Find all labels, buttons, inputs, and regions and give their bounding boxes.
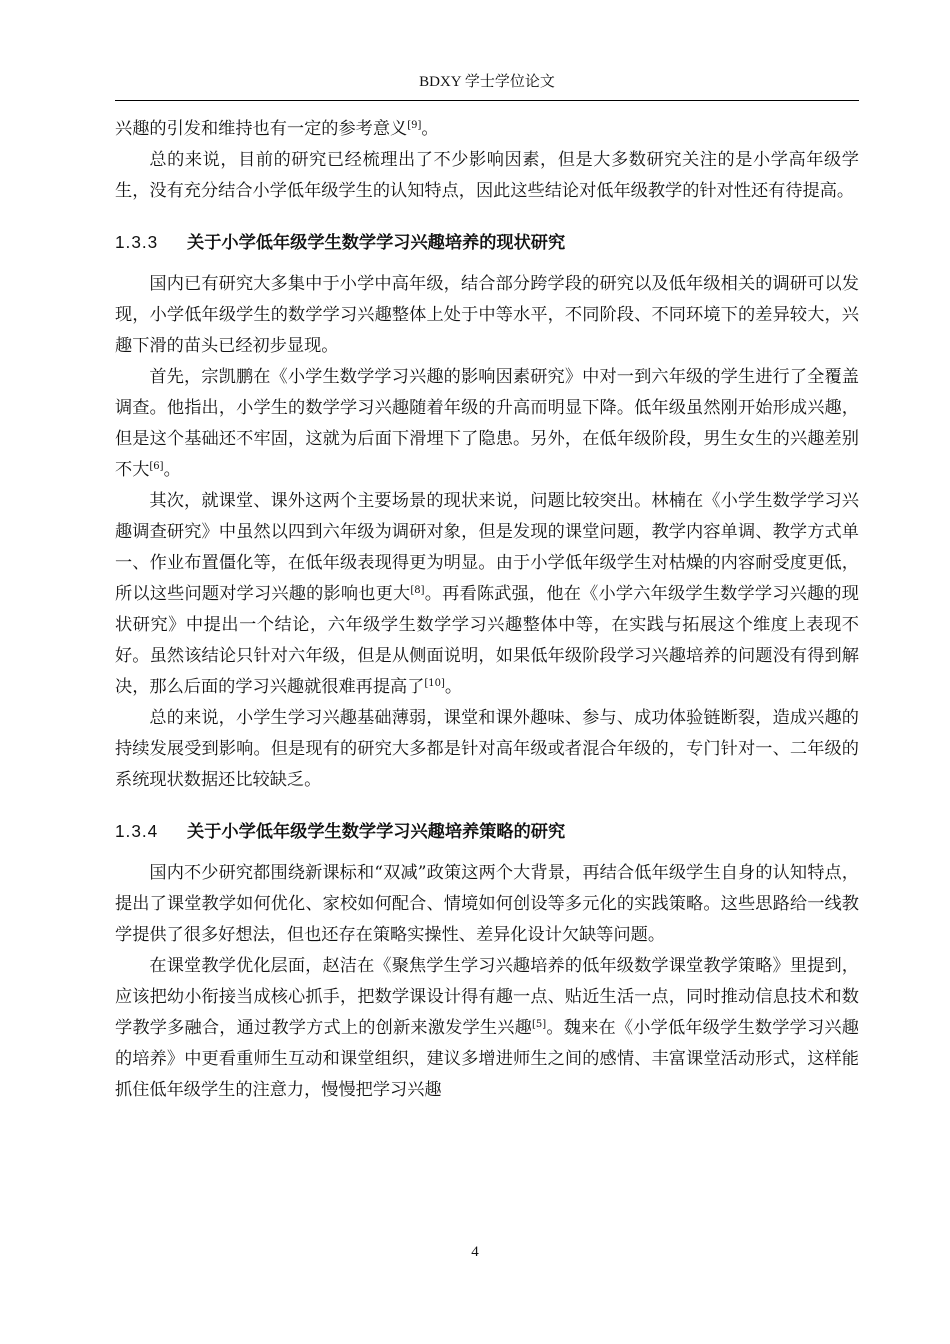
citation[interactable]: [9] <box>407 120 422 131</box>
section-number: 1.3.3 <box>115 232 159 252</box>
paragraph-text: 。再看陈武强，他在《小学六年级学生数学学习兴趣的现状研究》中提出一个结论，六年级学生数学学习兴趣整体中等，在实践与拓展这个维度上表现不好。虽然该结论只针对六年级，但是从侧面说明，如果低年级阶段学习兴趣培养的问题没有得到解决，那么后面的学习兴趣就很难再提高了 <box>115 584 859 697</box>
body-text <box>115 114 859 1106</box>
citation[interactable]: [10] <box>424 678 445 689</box>
punctuation: 。 <box>163 460 181 480</box>
citation[interactable]: [5] <box>532 1019 547 1030</box>
paragraph <box>115 114 859 145</box>
paragraph-text: 国内不少研究都围绕新课标和“双减”政策这两个大背景，再结合低年级学生自身的认知特点，提出了课堂教学如何优化、家校如何配合、情境如何创设等多元化的实践策略。这些思路给一线教学提供了很多好想法，但也还存在策略实操性、差异化设计欠缺等问题。 <box>115 863 859 945</box>
paragraph-text: 首先，宗凯鹏在《小学生数学学习兴趣的影响因素研究》中对一到六年级的学生进行了全覆盖调查。他指出，小学生的数学学习兴趣随着年级的升高而明显下降。低年级虽然刚开始形成兴趣，但是这个基础还不牢固，这就为后面下滑埋下了隐患。另外，在低年级阶段，男生女生的兴趣差别不大 <box>115 367 859 480</box>
paragraph-text: 在课堂教学优化层面，赵洁在《聚焦学生学习兴趣培养的低年级数学课堂教学策略》里提到，应该把幼小衔接当成核心抓手，把数学课设计得有趣一点、贴近生活一点，同时推动信息技术和数学教学多融合，通过教学方式上的创新来激发学生兴趣 <box>115 956 859 1038</box>
citation[interactable]: [8] <box>410 585 425 596</box>
paragraph-text: 总的来说，小学生学习兴趣基础薄弱，课堂和课外趣味、参与、成功体验链断裂，造成兴趣的持续发展受到影响。但是现有的研究大多都是针对高年级或者混合年级的，专门针对一、二年级的系统现状数据还比较缺乏。 <box>115 708 859 790</box>
paragraph-text: 国内已有研究大多集中于小学中高年级，结合部分跨学段的研究以及低年级相关的调研可以发现，小学低年级学生的数学学习兴趣整体上处于中等水平，不同阶段、不同环境下的差异较大，兴趣下滑的苗头已经初步显现。 <box>115 274 859 356</box>
paragraph <box>115 269 859 362</box>
section-heading <box>115 227 859 259</box>
punctuation: 。 <box>444 677 463 697</box>
paragraph <box>115 703 859 796</box>
paragraph-text: 其次，就课堂、课外这两个主要场景的现状来说，问题比较突出。林楠在《小学生数学学习兴趣调查研究》中虽然以四到六年级为调研对象，但是发现的课堂问题，教学内容单调、教学方式单一、作业布置僵化等，在低年级表现得更为明显。由于小学低年级学生对枯燥的内容耐受度更低，所以这些问题对学习兴趣的影响也更大 <box>115 491 859 604</box>
citation[interactable]: [6] <box>149 461 164 472</box>
paragraph <box>115 951 859 1106</box>
section-title: 关于小学低年级学生数学学习兴趣培养策略的研究 <box>187 822 566 842</box>
running-header: BDXY 学士学位论文 <box>419 74 555 90</box>
paragraph <box>115 362 859 486</box>
header-rule <box>115 100 859 101</box>
punctuation: 。 <box>421 119 439 139</box>
page-number: 4 <box>471 1244 479 1260</box>
section-heading <box>115 816 859 848</box>
section-number: 1.3.4 <box>115 821 159 841</box>
paragraph-text: 总的来说，目前的研究已经梳理出了不少影响因素，但是大多数研究关注的是小学高年级学生，没有充分结合小学低年级学生的认知特点，因此这些结论对低年级教学的针对性还有待提高。 <box>115 150 859 201</box>
paragraph <box>115 858 859 951</box>
paragraph <box>115 486 859 703</box>
paragraph-text: 兴趣的引发和维持也有一定的参考意义 <box>115 119 408 139</box>
section-title: 关于小学低年级学生数学学习兴趣培养的现状研究 <box>187 233 566 253</box>
paragraph <box>115 145 859 207</box>
paragraph-text: 。魏来在《小学低年级学生数学学习兴趣的培养》中更看重师生互动和课堂组织，建议多增进师生之间的感情、丰富课堂活动形式，这样能抓住低年级学生的注意力，慢慢把学习兴趣 <box>115 1018 859 1100</box>
